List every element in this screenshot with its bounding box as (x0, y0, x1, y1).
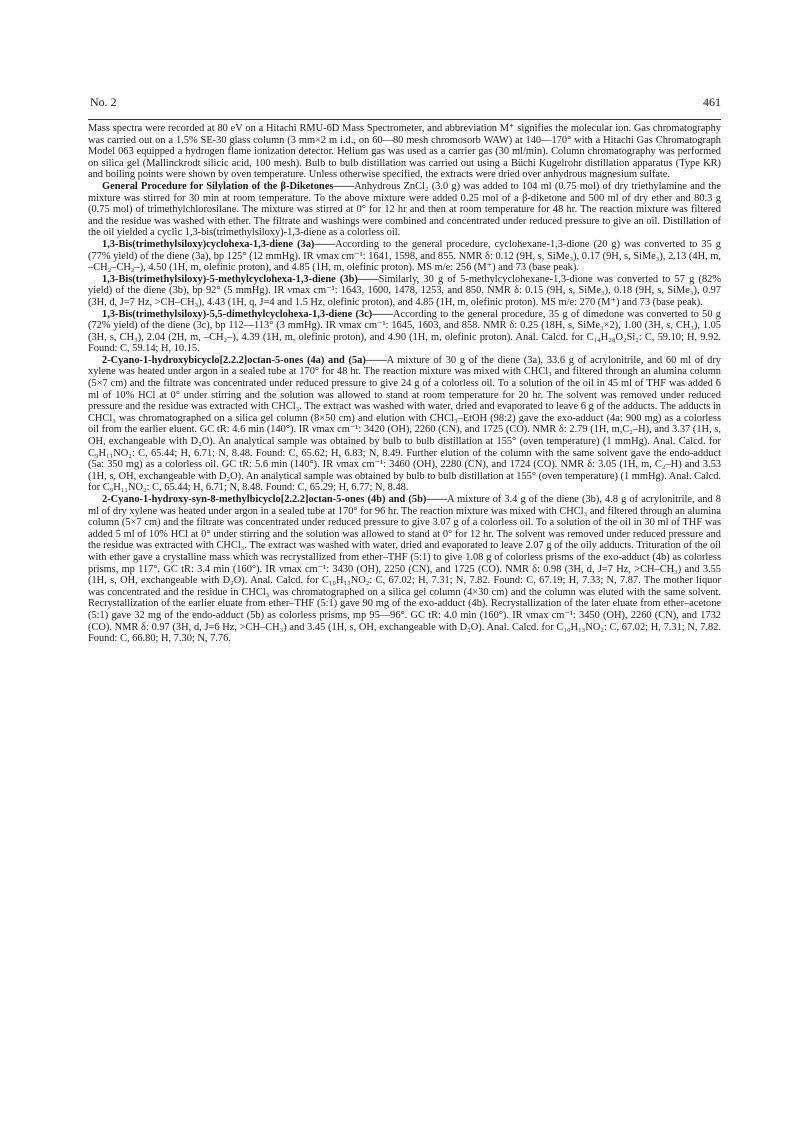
paragraph-heading: 1,3-Bis(trimethylsiloxy)-5-methylcyclohexa-1,3-diene (3b)—— (102, 273, 379, 285)
header-rule (88, 119, 721, 120)
paragraph-compounds-4b-5b (88, 494, 721, 645)
paragraph-heading: 1,3-Bis(trimethylsiloxy)-5,5-dimethylcyclohexa-1,3-diene (3c)—— (102, 308, 393, 320)
paragraph-text: Anhydrous ZnCl₂ (3.0 g) was added to 104 ml (0.75 mol) of dry triethylamine and the mixture was stirred for 30 min at room temperature. To the above mixture were added 0.25 mol of a β-diketone and 500 ml of dry ether and 80.3 g (0.75 mol) of trimethylchlorosilane. The mixture was stirred at 0° for 12 hr and then at room temperature for 48 hr. The reaction mixture was filtered and the residue was washed with ether. The filtrate and washings were combined and concentrated under reduced pressure to give an oil. Distillation of the oil yielded a cyclic 1,3-bis(trimethylsiloxy)-1,3-diene as a colorless oil. (88, 180, 721, 239)
paragraph-compound-3c (88, 309, 721, 355)
paragraph-text: A mixture of 30 g of the diene (3a), 33.6 g of acrylonitrile, and 60 ml of dry xylene was heated under argon in a sealed tube at 170° for 48 hr. The reaction mixture was mixed with CHCl₃ and filtered through an alumina column (5×7 cm) and the filtrate was concentrated under reduced pressure to give 24 g of a colorless oil. To a solution of the oil in 45 ml of THF was added 6 ml of 10% HCl at 0° under stirring and the solution was allowed to stand at room temperature for 20 hr. The solvent was removed under reduced pressure and the residue was extracted with CHCl₃. The extract was washed with water, dried and evaporated to leave 6 g of the adducts. The adducts in CHCl₃ was chromatographed on a silica gel column (8×50 cm) and elution with CHCl₃–EtOH (98:2) gave the exo-adduct (4a: 900 mg) as a colorless oil from the earlier eluent. GC tR: 4.6 min (140°). IR νmax cm⁻¹: 3420 (OH), 2260 (CN), and 1725 (CO). NMR δ: 2.79 (1H, m,C₂–H), and 3.37 (1H, s, OH, exchangeable with D₂O). An analytical sample was obtained by bulb to bulb distillation at 155° (oven temperature) (1 mmHg). Anal. Calcd. for C₉H₁₁NO₂: C, 65.44; H, 6.71; N, 8.48. Found: C, 65.62; H, 6.83; N, 8.49. Further elution of the column with the same solvent gave the endo-adduct (5a: 350 mg) as a colorless oil. GC tR: 5.6 min (140°). IR νmax cm⁻¹: 3460 (OH), 2280 (CN), and 1724 (CO). NMR δ: 3.05 (1H, m, C₂–H) and 3.53 (1H, s, OH, exchangeable with D₂O). An analytical sample was obtained by bulb to bulb distillation at 155° (oven temperature) (1 mmHg). Anal. Calcd. for C₉H₁₁NO₂: C, 65.44; H, 6.71; N, 8.48. Found: C, 65.29; H, 6.77; N, 8.48. (88, 354, 721, 494)
paragraph-text: A mixture of 3.4 g of the diene (3b), 4.8 g of acrylonitrile, and 8 ml of dry xylene was heated under argon in a sealed tube at 170° for 96 hr. The reaction mixture was mixed with CHCl₃ and filtered through an alumina column (5×7 cm) and the filtrate was concentrated under reduced pressure to give 3.07 g of a colorless oil. To a solution of the oil in 30 ml of THF was added 5 ml of 10% HCl at 0° under stirring and the solution was allowed to stand at 0° for 12 hr. The solvent was removed under reduced pressure and the residue was extracted with CHCl₃. The extract was washed with water, dried and evaporated to leave 2.07 g of the oily adducts. Trituration of the oil with ether gave a crystalline mass which was recrystallized from ether–THF (5:1) to give 1.08 g of colorless prisms of the exo-adduct (4b) as colorless prisms, mp 117°. GC tR: 3.4 min (160°). IR νmax cm⁻¹: 3430 (OH), 2250 (CN), and 1725 (CO). NMR δ: 0.98 (3H, d, J=7 Hz, >CH–CH₃) and 3.55 (1H, s, OH, exchangeable with D₂O). Anal. Calcd. for C₁₀H₁₃NO₂: C, 67.02; H, 7.31; N, 7.82. Found: C, 67.19; H, 7.33; N, 7.87. The mother liquor was concentrated and the residue in CHCl₃ was chromatographed on a silica gel column (4×30 cm) and the column was eluted with the same solvent. Recrystallization of the earlier eluate from ether–THF (5:1) gave 90 mg of the exo-adduct (4b). Recrystallization of the later eluate from ether–acetone (5:1) gave 32 mg of the endo-adduct (5b) as colorless prisms, mp 95—96°. GC tR: 4.0 min (160°). IR νmax cm⁻¹: 3450 (OH), 2260 (CN), and 1732 (CO). NMR δ: 0.97 (3H, d, J=6 Hz, >CH–CH₃) and 3.45 (1H, s, OH, exchangeable with D₂O). Anal. Calcd. for C₁₀H₁₃NO₂: C, 67.02; H, 7.31; N, 7.82. Found: C, 66.80; H, 7.30; N, 7.76. (88, 494, 722, 645)
experimental-text (88, 123, 721, 645)
journal-issue-number: No. 2 (90, 95, 117, 109)
paragraph-text: Mass spectra were recorded at 80 eV on a Hitachi RMU-6D Mass Spectrometer, and abbreviation M⁺ signifies the molecular ion. Gas chromatography was carried out on a 1.5% SE-30 glass column (3 mm×2 m i.d., on 60—80 mesh chromosorb WAW) at 140—170° with a Hitachi Gas Chromatograph Model 063 equipped a hydrogen flame ionization detector. Helium gas was used as a carrier gas (30 ml/min). Column chromatography was performed on silica gel (Mallinckrodt silicic acid, 100 mesh). Bulb to bulb distillation was carried out using a Büchi Kugelrohr distillation apparatus (Type KR) and boiling points were shown by oven temperature. Unless otherwise specified, the extracts were dried over anhydrous magnesium sulfate. (88, 123, 721, 181)
paragraph-heading: 2-Cyano-1-hydroxybicyclo[2.2.2]octan-5-ones (4a) and (5a)—— (102, 354, 387, 366)
paragraph-compound-3a (88, 239, 721, 274)
paragraph-silylation-procedure (88, 181, 721, 239)
paragraph-heading: 1,3-Bis(trimethylsiloxy)cyclohexa-1,3-diene (3a)—— (102, 238, 336, 250)
paragraph-instrumentation (88, 123, 721, 181)
journal-page (88, 95, 721, 645)
paragraph-text: According to the general procedure, 35 g of dimedone was converted to 50 g (72% yield) of the diene (3c), bp 112—113° (3 mmHg). IR νmax cm⁻¹: 1645, 1603, and 858. NMR δ: 0.25 (18H, s, SiMe₃×2), 1.00 (3H, s, CH₃), 1.05 (3H, s, CH₃), 2.04 (2H, m, –CH₂–), 4.39 (1H, m, olefinic proton), and 4.90 (1H, m, olefinic proton). Anal. Calcd. for C₁₄H₂₈O₂Si₂: C, 59.10; H, 9.92. Found: C, 59.14; H, 10.15. (88, 308, 721, 355)
page-number: 461 (703, 95, 721, 109)
paragraph-compounds-4a-5a (88, 355, 721, 494)
paragraph-text: According to the general procedure, cyclohexane-1,3-dione (20 g) was converted to 35 g (77% yield) of the diene (3a), bp 125° (12 mmHg). IR νmax cm⁻¹: 1641, 1598, and 855. NMR δ: 0.12 (9H, s, SiMe₃), 0.17 (9H, s, SiMe₃), 2.13 (4H, m, –CH₂–CH₂–), 4.50 (1H, m, olefinic proton), and 4.85 (1H, m, olefinic proton). MS m/e: 256 (M⁺) and 73 (base peak). (88, 238, 721, 274)
paragraph-compound-3b (88, 274, 721, 309)
page-header (88, 95, 721, 110)
paragraph-heading: General Procedure for Silylation of the β-Diketones—— (102, 180, 355, 192)
paragraph-text: Similarly, 30 g of 5-methylcyclohexane-1,3-dione was converted to 57 g (82% yield) of the diene (3b), bp 92° (5 mmHg). IR νmax cm⁻¹: 1643, 1600, 1478, 1253, and 850. NMR δ: 0.15 (9H, s, SiMe₃), 0.18 (9H, s, SiMe₃), 0.97 (3H, d, J=7 Hz, >CH–CH₃), 4.43 (1H, q, J=4 and 1.5 Hz, olefinic proton), and 4.85 (1H, m, olefinic proton). MS m/e: 270 (M⁺) and 73 (base peak). (88, 273, 721, 308)
paragraph-heading: 2-Cyano-1-hydroxy-syn-8-methylbicyclo[2.2.2]octan-5-ones (4b) and (5b)—— (102, 494, 448, 505)
